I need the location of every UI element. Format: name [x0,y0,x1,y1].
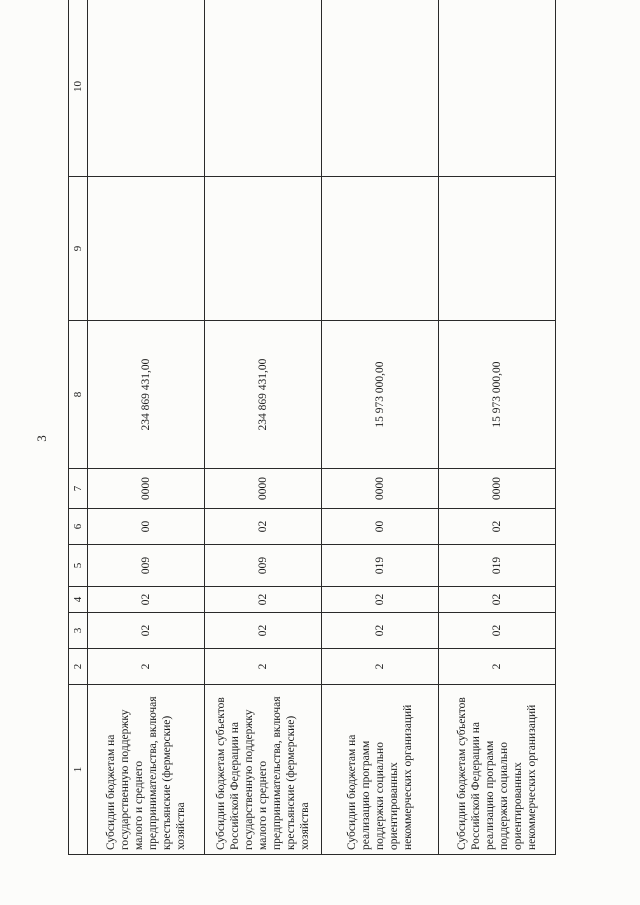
code-cell: 019 [322,545,439,587]
code-cell: 02 [88,587,205,613]
page-number: 3 [33,435,49,442]
column-header: 10 [69,0,88,177]
rotated-page-content [68,0,556,855]
empty-cell [439,0,556,177]
code-cell: 0000 [205,469,322,509]
column-header: 2 [69,649,88,685]
empty-cell [205,0,322,177]
column-header: 9 [69,177,88,321]
table-row [88,0,205,855]
code-cell: 019 [439,545,556,587]
code-cell: 2 [322,649,439,685]
empty-cell [322,0,439,177]
code-cell: 02 [205,509,322,545]
code-cell: 2 [439,649,556,685]
code-cell: 02 [205,587,322,613]
table-row [205,0,322,855]
description-cell: Субсидии бюджетам субъектов Российской Федерации на реализацию программ поддержки социально ориентированных некоммерческих организаций [439,685,556,855]
code-cell: 009 [88,545,205,587]
empty-cell [322,177,439,321]
code-cell: 009 [205,545,322,587]
column-header: 1 [69,685,88,855]
column-header: 4 [69,587,88,613]
column-number-row [69,0,88,855]
column-header: 6 [69,509,88,545]
empty-cell [439,177,556,321]
column-header: 5 [69,545,88,587]
column-header: 8 [69,321,88,469]
budget-table [68,0,556,855]
description-cell: Субсидии бюджетам на реализацию программ поддержки социально ориентированных некоммерческих организаций [322,685,439,855]
amount-cell: 15 973 000,00 [439,321,556,469]
table-row [322,0,439,855]
code-cell: 02 [322,587,439,613]
code-cell: 0000 [439,469,556,509]
description-cell: Субсидии бюджетам на государственную поддержку малого и среднего предпринимательства, включая крестьянские (фермерские) хозяйства [88,685,205,855]
empty-cell [88,0,205,177]
code-cell: 02 [439,509,556,545]
code-cell: 02 [439,613,556,649]
amount-cell: 15 973 000,00 [322,321,439,469]
column-header: 3 [69,613,88,649]
empty-cell [205,177,322,321]
empty-cell [88,177,205,321]
code-cell: 02 [322,613,439,649]
amount-cell: 234 869 431,00 [205,321,322,469]
code-cell: 00 [88,509,205,545]
code-cell: 02 [205,613,322,649]
code-cell: 0000 [322,469,439,509]
code-cell: 2 [205,649,322,685]
code-cell: 2 [88,649,205,685]
description-cell: Субсидии бюджетам субъектов Российской Федерации на государственную поддержку малого и среднего предпринимательства, включая крестьянские (фермерские) хозяйства [205,685,322,855]
code-cell: 02 [439,587,556,613]
code-cell: 00 [322,509,439,545]
table-row [439,0,556,855]
column-header: 7 [69,469,88,509]
amount-cell: 234 869 431,00 [88,321,205,469]
code-cell: 02 [88,613,205,649]
code-cell: 0000 [88,469,205,509]
